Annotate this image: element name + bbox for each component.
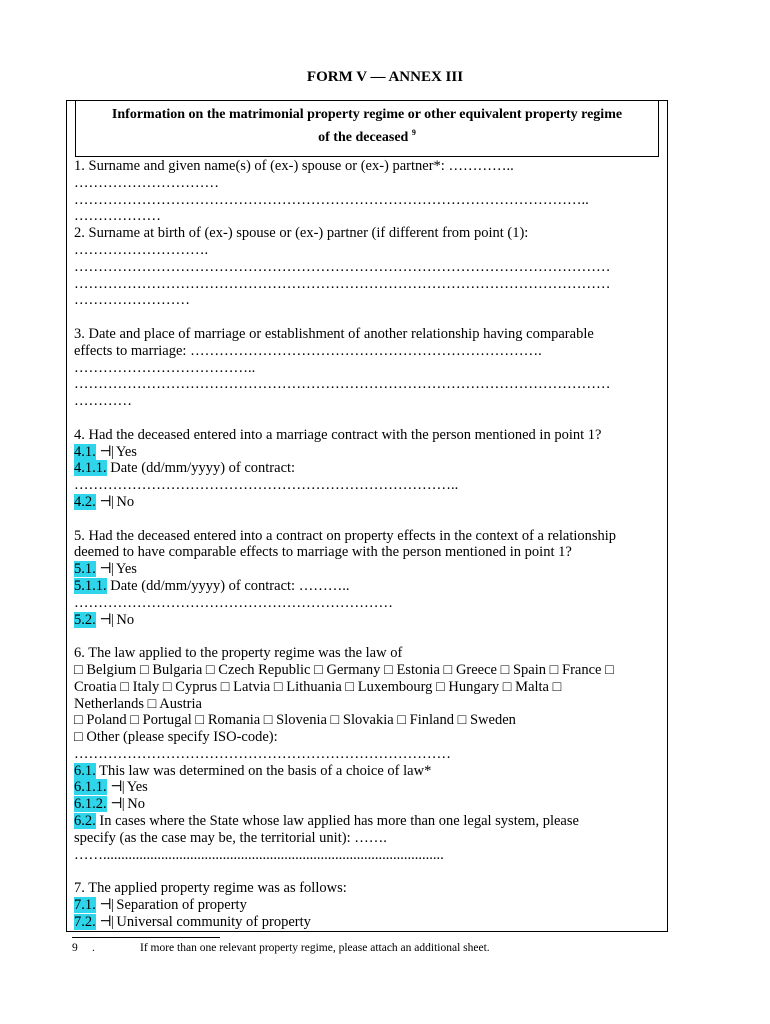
form-line <box>74 175 662 192</box>
line-text: …………………………………………………………………… <box>74 745 451 762</box>
form-line <box>74 427 662 444</box>
form-line <box>74 914 662 931</box>
line-text: ……………… <box>74 208 161 225</box>
form-line <box>74 494 662 511</box>
form-line <box>74 544 662 561</box>
line-text: specify (as the case may be, the territorial unit): ……. <box>74 829 387 846</box>
form-line <box>74 847 662 864</box>
item-number: 4.1.1. <box>74 460 107 477</box>
form-line <box>74 360 662 377</box>
line-text: ………………………………………………………………………………………………… <box>74 258 611 275</box>
form-line <box>74 679 662 696</box>
line-text: Croatia □ Italy □ Cyprus □ Latvia □ Lithuania □ Luxembourg □ Hungary □ Malta □ <box>74 678 562 695</box>
line-text: 6. The law applied to the property regime was the law of <box>74 645 403 662</box>
item-number: 5.1. <box>74 561 96 578</box>
line-text: 3. Date and place of marriage or establishment of another relationship having comparable <box>74 325 594 342</box>
item-number: 6.2. <box>74 813 96 830</box>
footnote-ref: 9 <box>411 128 416 137</box>
item-number: 4.2. <box>74 493 96 510</box>
footnote-dot: . <box>92 942 95 954</box>
form-line <box>74 225 662 242</box>
blank-line <box>74 863 662 880</box>
form-line <box>74 595 662 612</box>
form-line <box>74 326 662 343</box>
line-text: Yes <box>115 443 137 460</box>
line-text: …………………… <box>74 292 190 309</box>
form-line <box>74 259 662 276</box>
form-line <box>74 393 662 410</box>
line-text: Date (dd/mm/yyyy) of contract: ……….. <box>110 577 350 594</box>
form-line <box>74 612 662 629</box>
line-text: Netherlands □ Austria <box>74 695 202 712</box>
line-text: ………………………… <box>74 174 219 191</box>
line-text: ………………………. <box>74 241 209 258</box>
blank-line <box>74 511 662 528</box>
form-line <box>74 796 662 813</box>
line-text: Separation of property <box>116 897 247 914</box>
footnote-number: 9 <box>72 942 78 954</box>
line-text: 7. The applied property regime was as follows: <box>74 880 347 897</box>
form-line <box>74 158 662 175</box>
item-number: 6.1. <box>74 762 96 779</box>
header-line-2 <box>76 124 658 147</box>
line-text: □ Poland □ Portugal □ Romania □ Slovenia □ Slovakia □ Finland □ Sweden <box>74 712 516 729</box>
line-text: □ Belgium □ Bulgaria □ Czech Republic □ Germany □ Estonia □ Greece □ Spain □ France □ <box>74 661 614 678</box>
item-number: 5.1.1. <box>74 577 107 594</box>
line-text: Date (dd/mm/yyyy) of contract: <box>110 460 296 477</box>
form-line <box>74 662 662 679</box>
form-line <box>74 897 662 914</box>
form-line <box>74 276 662 293</box>
line-text: 1. Surname and given name(s) of (ex-) spouse or (ex-) partner*: ………….. <box>74 158 514 174</box>
form-line <box>74 830 662 847</box>
checkbox-mark[interactable]: ⊣| <box>99 493 113 510</box>
form-line <box>74 696 662 713</box>
form-line <box>74 292 662 309</box>
line-text: 4. Had the deceased entered into a marriage contract with the person mentioned in point 1? <box>74 426 602 443</box>
form-line <box>74 444 662 461</box>
line-text: deemed to have comparable effects to marriage with the person mentioned in point 1? <box>74 544 572 561</box>
line-text: 5. Had the deceased entered into a contract on property effects in the context of a relationship <box>74 527 617 544</box>
form-line <box>74 813 662 830</box>
line-text: 2. Surname at birth of (ex-) spouse or (ex-) partner (if different from point (1): <box>74 225 529 242</box>
line-text: No <box>116 611 135 628</box>
header-line-1: Information on the matrimonial property regime or other equivalent property regime <box>111 107 623 122</box>
form-line <box>74 561 662 578</box>
blank-line <box>74 628 662 645</box>
form-line <box>74 528 662 545</box>
line-text: ……………………………….. <box>74 359 256 376</box>
line-text: No <box>127 796 145 813</box>
form-line <box>74 343 662 360</box>
line-text: In cases where the State whose law applied has more than one legal system, please <box>99 813 579 830</box>
checkbox-mark[interactable]: ⊣| <box>99 897 113 914</box>
line-text: Universal community of property <box>116 913 311 930</box>
line-text: Yes <box>115 561 137 578</box>
line-text: Yes <box>126 779 148 796</box>
form-line <box>74 712 662 729</box>
form-title: FORM V — ANNEX III <box>306 69 464 85</box>
line-text: …………………………………………………………………….. <box>74 477 459 494</box>
footnote-text: If more than one relevant property regime, please attach an additional sheet. <box>140 942 490 954</box>
line-text: effects to marriage: ………………………………………………………………. <box>74 342 542 359</box>
form-line <box>74 192 662 209</box>
checkbox-mark[interactable]: ⊣| <box>110 779 124 796</box>
item-number: 6.1.2. <box>74 796 107 813</box>
form-line <box>74 208 662 225</box>
form-content <box>74 158 662 931</box>
checkbox-mark[interactable]: ⊣| <box>99 443 113 460</box>
checkbox-mark[interactable]: ⊣| <box>99 611 113 628</box>
form-line <box>74 779 662 796</box>
form-line <box>74 578 662 595</box>
form-line <box>74 729 662 746</box>
line-text: This law was determined on the basis of a choice of law* <box>99 762 432 779</box>
item-number: 7.1. <box>74 897 96 914</box>
line-text: …………………………………………………………………………………………….. <box>74 191 589 208</box>
item-number: 6.1.1. <box>74 779 107 796</box>
item-number: 7.2. <box>74 913 96 930</box>
form-line <box>74 763 662 780</box>
line-text: ………………………………………………………………………………………………… <box>74 275 611 292</box>
checkbox-mark[interactable]: ⊣| <box>99 561 113 578</box>
form-line <box>74 460 662 477</box>
line-text: No <box>116 493 135 510</box>
form-line <box>74 645 662 662</box>
line-text: ………… <box>74 393 132 410</box>
form-line <box>74 477 662 494</box>
checkbox-mark[interactable]: ⊣| <box>110 796 124 813</box>
line-text: …….............................................................................................. <box>74 846 444 863</box>
checkbox-mark[interactable]: ⊣| <box>99 913 113 930</box>
line-text: ………………………………………………………… <box>74 594 393 611</box>
item-number: 5.2. <box>74 611 96 628</box>
line-text: ………………………………………………………………………………………………… <box>74 376 611 393</box>
item-number: 4.1. <box>74 443 96 460</box>
form-line <box>74 376 662 393</box>
blank-line <box>74 309 662 326</box>
footnote <box>72 942 490 954</box>
blank-line <box>74 410 662 427</box>
form-line <box>74 242 662 259</box>
section-header <box>75 101 659 157</box>
line-text: □ Other (please specify ISO-code): <box>74 729 278 746</box>
form-line <box>74 880 662 897</box>
form-line <box>74 746 662 763</box>
form-frame <box>66 100 668 932</box>
header-line-2-text: of the deceased <box>318 130 409 145</box>
footnote-rule <box>72 937 220 938</box>
